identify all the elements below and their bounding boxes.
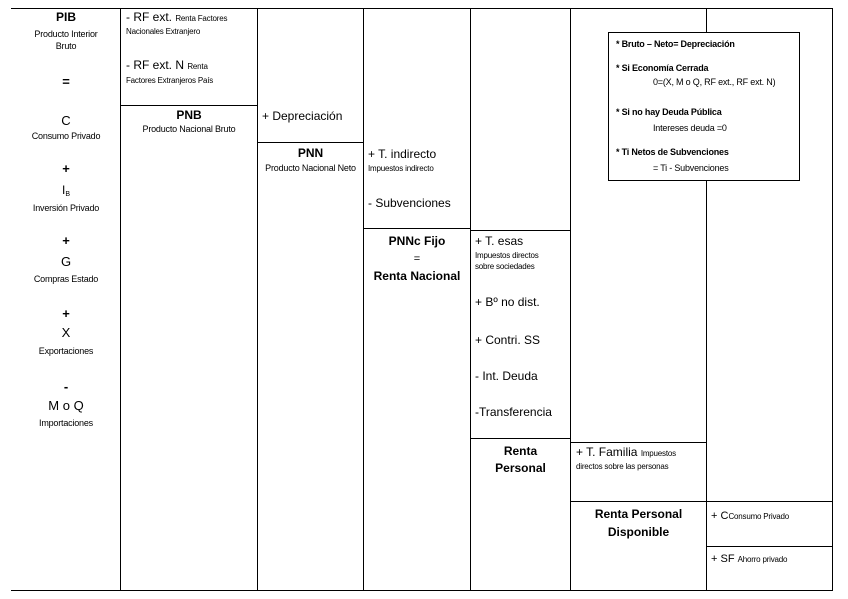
step-line-rpd xyxy=(571,501,706,502)
t-familia-desc-1: Impuestos xyxy=(640,449,676,458)
ib-subscript: B xyxy=(65,191,70,198)
rf-ext-label: - RF ext. xyxy=(126,10,173,24)
inversion-ib xyxy=(11,184,121,199)
consumo-desc: Consumo Privado xyxy=(31,131,101,141)
sf-ahorro-label: + SF xyxy=(711,553,735,565)
depreciacion: + Depreciación xyxy=(262,109,343,123)
t-esas-desc-1: Impuestos directos xyxy=(475,251,539,260)
subvenciones: - Subvenciones xyxy=(368,196,451,210)
col-divider-5 xyxy=(570,8,571,591)
transferencia: -Transferencia xyxy=(475,405,552,419)
exportaciones-desc: Exportaciones xyxy=(38,346,94,356)
pib-desc-2: Bruto xyxy=(55,41,77,51)
pib-label: PIB xyxy=(55,10,76,24)
c-consumo xyxy=(711,510,789,523)
rf-ext-desc-1: Renta Factores xyxy=(175,14,228,23)
note-bruto-neto: * Bruto – Neto= Depreciación xyxy=(616,39,735,49)
plus-sign: + xyxy=(62,306,70,321)
t-esas: + T. esas xyxy=(475,234,524,248)
step-line-depreciacion xyxy=(258,142,363,143)
t-indirecto: + T. indirecto xyxy=(368,147,437,161)
compras-g: G xyxy=(60,254,72,269)
col-divider-1 xyxy=(120,8,121,591)
pnnc-fijo-label: PNNc Fijo xyxy=(388,234,446,248)
rf-ext-desc-2: Nacionales Extranjero xyxy=(126,27,201,36)
step-line-pnb xyxy=(121,105,257,106)
note-economia-cerrada: * Si Economía Cerrada xyxy=(616,63,709,73)
renta-personal-disponible-2: Disponible xyxy=(607,525,670,539)
ib-letter: I xyxy=(61,183,66,197)
t-familia-desc-2: directos sobre las personas xyxy=(576,462,669,471)
sf-ahorro-desc: Ahorro privado xyxy=(737,555,788,564)
bottom-border xyxy=(11,590,833,591)
note-economia-cerrada-detail: 0=(X, M o Q, RF ext., RF ext. N) xyxy=(653,77,776,87)
note-deuda-publica-detail: Intereses deuda =0 xyxy=(653,123,727,133)
step-line-c-consumo xyxy=(707,501,832,502)
exportaciones-x: X xyxy=(61,325,71,340)
c-consumo-desc: Consumo Privado xyxy=(728,512,790,521)
renta-personal-disponible-1: Renta Personal xyxy=(594,507,683,521)
step-line-t-indirecto xyxy=(364,228,470,229)
rf-ext xyxy=(126,11,227,25)
col-divider-3 xyxy=(363,8,364,591)
step-line-renta-personal xyxy=(471,438,570,439)
t-familia-label: + T. Familia xyxy=(576,445,638,459)
consumo-c: C xyxy=(61,113,71,128)
top-border xyxy=(11,8,833,9)
beneficio-no-distribuido: + Bº no dist. xyxy=(475,295,540,309)
rf-ext-n-desc-1: Renta xyxy=(187,62,208,71)
step-line-t-esas xyxy=(471,230,570,231)
notes-box xyxy=(608,32,800,181)
note-ti-netos: * Ti Netos de Subvenciones xyxy=(616,147,729,157)
compras-desc: Compras Estado xyxy=(33,274,99,284)
note-ti-netos-detail: = Ti - Subvenciones xyxy=(653,163,729,173)
rf-ext-n-label: - RF ext. N xyxy=(126,58,185,72)
t-indirecto-desc: Impuestos indirecto xyxy=(368,164,434,173)
importaciones-moq: M o Q xyxy=(48,398,84,413)
renta-nacional-label: Renta Nacional xyxy=(373,269,461,283)
col-divider-2 xyxy=(257,8,258,591)
t-familia xyxy=(576,446,676,460)
minus-sign: - xyxy=(63,379,69,394)
intereses-deuda: - Int. Deuda xyxy=(475,369,538,383)
importaciones-desc: Importaciones xyxy=(39,418,93,428)
col-divider-4 xyxy=(470,8,471,591)
contribucion-ss: + Contri. SS xyxy=(475,333,541,347)
pnnc-equals: = xyxy=(413,253,421,265)
rf-ext-n xyxy=(126,59,208,73)
t-esas-desc-2: sobre sociedades xyxy=(475,262,535,271)
sf-ahorro xyxy=(711,553,787,566)
inversion-desc: Inversión Privado xyxy=(32,203,100,213)
pnn-desc: Producto Nacional Neto xyxy=(265,163,356,173)
pnb-label: PNB xyxy=(176,108,202,122)
pib-desc-1: Producto Interior xyxy=(34,29,98,39)
note-deuda-publica: * Si no hay Deuda Pública xyxy=(616,107,722,117)
equals-sign: = xyxy=(62,74,70,89)
renta-personal-label-1: Renta xyxy=(503,444,538,458)
right-border xyxy=(832,8,833,591)
step-line-sf xyxy=(707,546,832,547)
plus-sign: + xyxy=(62,161,70,176)
step-line-t-familia xyxy=(571,442,706,443)
plus-sign: + xyxy=(62,233,70,248)
rf-ext-n-desc-2: Factores Extranjeros País xyxy=(126,76,214,85)
pnn-label: PNN xyxy=(297,146,324,160)
pnb-desc: Producto Nacional Bruto xyxy=(142,124,236,134)
c-consumo-label: + C xyxy=(711,510,729,522)
renta-personal-label-2: Personal xyxy=(495,461,546,475)
